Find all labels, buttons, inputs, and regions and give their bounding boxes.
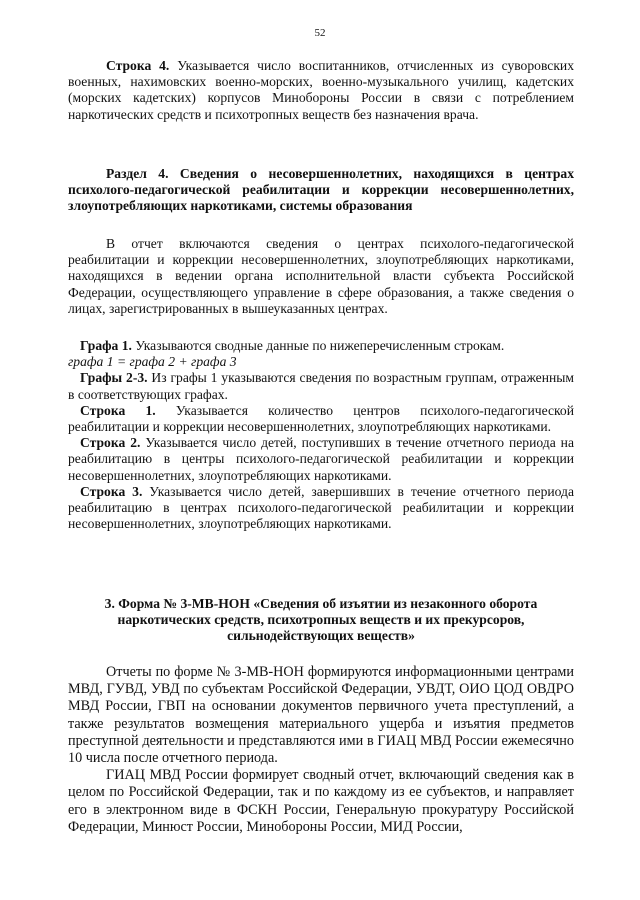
row1-paragraph — [68, 403, 574, 435]
section4-intro: В отчет включаются сведения о центрах психолого-педагогической реабилитации и коррекции несовершеннолетних, злоупотребляющих наркотиками, находящихся в ведении органа исполнительной власти субъекта Российской Федерации, осуществляющего управление в сфере образования, а также сведения о лицах, зарегистрированных в вышеуказанных центрах. — [68, 236, 574, 316]
page-number: 52 — [314, 27, 326, 39]
row1-text: Указывается количество центров психолого-педагогической реабилитации и коррекции несовершеннолетних, злоупотребляющих наркотиками. — [68, 402, 574, 435]
form3-paragraph-2: ГИАЦ МВД России формирует сводный отчет, включающий сведения как в целом по Российской Федерации, так и по каждому из ее субъектов, и направляет его в электронном виде в ФСКН России, Генеральную прокуратуру Российской Федерации, Минюст России, Минобороны России, МИД России, — [68, 767, 574, 835]
row1-label: Строка 1. — [80, 402, 156, 418]
form3-heading-block — [68, 596, 574, 645]
row2-paragraph — [68, 435, 574, 484]
col1-text: Указываются сводные данные по нижеперечисленным строкам. — [131, 338, 505, 353]
form3-paragraph-1: Отчеты по форме № 3-МВ-НОН формируются информационными центрами МВД, ГУВД, УВД по субъектам Российской Федерации, УВДТ, ОИО ЦОД ОВДРО МВД России, ГВП на основании документов первичного учета преступлений, а также результатов возмещения материального ущерба и изъятия предметов преступной деятельности и представляются ими в ГИАЦ МВД России ежемесячно 10 числа после отчетного периода. — [68, 664, 574, 767]
row4-text: Указывается число воспитанников, отчисленных из суворовских военных, нахимовских военно-морских, военно-музыкального училищ, кадетских (морских кадетских) корпусов Минобороны России в связи с потреблением наркотических средств и психотропных веществ без назначения врача. — [68, 58, 574, 122]
row3-label: Строка 3. — [80, 483, 143, 499]
row2-text: Указывается число детей, поступивших в течение отчетного периода на реабилитацию в центры психолого-педагогической реабилитации и коррекции несовершеннолетних, злоупотребляющих наркотиками. — [68, 435, 574, 483]
col1-paragraph — [68, 338, 574, 354]
col23-paragraph — [68, 370, 574, 402]
formula: графа 1 = графа 2 + графа 3 — [68, 354, 237, 370]
form3-title: 3. Форма № 3-МВ-НОН «Сведения об изъятии из незаконного оборота наркотических средств, психотропных веществ и их прекурсоров, сильнодействующих веществ» — [104, 596, 538, 644]
row3-text: Указывается число детей, завершивших в течение отчетного периода реабилитацию в центрах психолого-педагогической реабилитации и коррекции несовершеннолетних, злоупотребляющих наркотиками. — [68, 483, 574, 532]
row2-label: Строка 2. — [80, 435, 141, 451]
row3-paragraph — [68, 484, 574, 533]
row4-paragraph — [68, 58, 574, 123]
row4-block — [68, 58, 574, 123]
col1-label: Графа 1. — [80, 338, 132, 353]
col23-text: Из графы 1 указываются сведения по возрастным группам, отраженным в соответствующих графах. — [68, 370, 574, 402]
form3-body-block — [68, 664, 574, 836]
section4-columns-block — [68, 338, 574, 532]
section4-intro-block — [68, 236, 574, 317]
section4-heading-block — [68, 166, 574, 215]
section4-title: Раздел 4. Сведения о несовершеннолетних, находящихся в центрах психолого-педагогической реабилитации и коррекции несовершеннолетних, злоупотребляющих наркотиками, системы образования — [68, 166, 574, 214]
col23-label: Графы 2-3. — [80, 370, 148, 386]
row4-label: Строка 4. — [106, 58, 170, 73]
